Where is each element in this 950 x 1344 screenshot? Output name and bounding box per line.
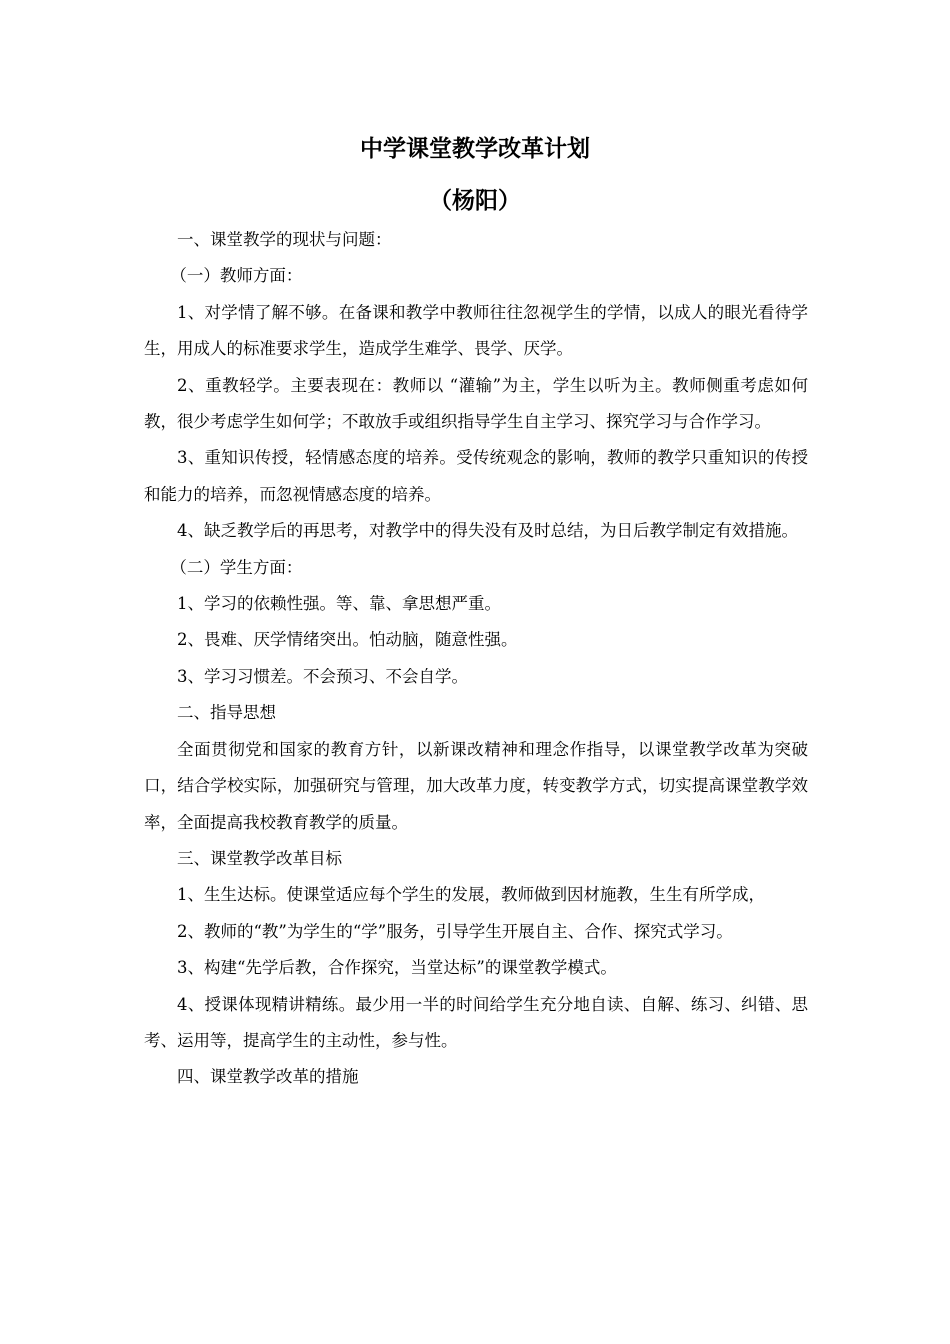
- paragraph: 3、构建“先学后教，合作探究，当堂达标”的课堂教学模式。: [177, 958, 617, 978]
- section-heading-2: 二、指导思想: [177, 703, 276, 723]
- paragraph: 1、对学情了解不够。在备课和教学中教师往往忽视学生的学情，以成人的眼光看待学生，用成人的标准要求学生，造成学生难学、畏学、厌学。: [144, 302, 808, 359]
- document-author: （杨阳）: [429, 188, 521, 214]
- subsection-heading-teachers: （一）教师方面：: [170, 266, 303, 286]
- paragraph: 2、畏难、厌学情绪突出。怕动脑，随意性强。: [177, 630, 518, 650]
- paragraph: 2、教师的“教”为学生的“学”服务，引导学生开展自主、合作、探究式学习。: [177, 921, 733, 941]
- paragraph: 2、重教轻学。主要表现在：教师以 “灌输”为主，学生以听为主。教师侧重考虑如何教，很少考虑学生如何学；不敢放手或组织指导学生自主学习、探究学习与合作学习。: [144, 375, 808, 432]
- document-title: 中学课堂教学改革计划: [360, 136, 590, 162]
- paragraph: 4、缺乏教学后的再思考，对教学中的得失没有及时总结，为日后教学制定有效措施。: [177, 521, 798, 541]
- paragraph: 3、学习习惯差。不会预习、不会自学。: [177, 666, 468, 686]
- paragraph: 4、授课体现精讲精练。最少用一半的时间给学生充分地自读、自解、练习、纠错、思考、运用等，提高学生的主动性，参与性。: [144, 994, 808, 1050]
- paragraph: 1、生生达标。使课堂适应每个学生的发展，教师做到因材施教，生生有所学成，: [177, 885, 765, 905]
- paragraph: 全面贯彻党和国家的教育方针，以新课改精神和理念作指导，以课堂教学改革为突破口，结合学校实际，加强研究与管理，加大改革力度，转变教学方式，切实提高课堂教学效率，全面提高我校教育教学的质量。: [144, 739, 808, 832]
- section-heading-4: 四、课堂教学改革的措施: [177, 1067, 359, 1087]
- paragraph: 3、重知识传授，轻情感态度的培养。受传统观念的影响，教师的教学只重知识的传授和能力的培养，而忽视情感态度的培养。: [144, 448, 808, 504]
- section-heading-3: 三、课堂教学改革目标: [177, 848, 342, 868]
- section-heading-1: 一、课堂教学的现状与问题：: [177, 230, 392, 249]
- document-body: [144, 222, 808, 1096]
- paragraph: 1、学习的依赖性强。等、靠、拿思想严重。: [177, 594, 501, 614]
- subsection-heading-students: （二）学生方面：: [170, 557, 303, 577]
